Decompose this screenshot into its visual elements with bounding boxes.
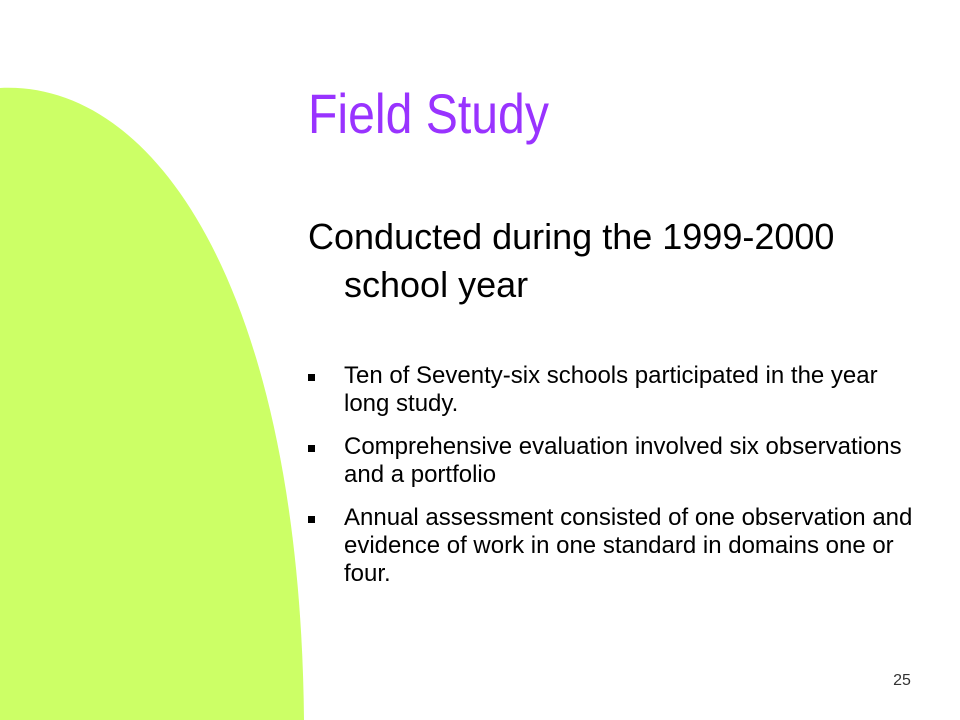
- lime-arc-path: [0, 88, 304, 720]
- bullet-item: [308, 362, 928, 418]
- bullet-text: Ten of Seventy-six schools participated in the year long study.: [344, 362, 878, 417]
- square-bullet-icon: [308, 374, 315, 381]
- bullet-item: [308, 433, 928, 489]
- bullet-list: [308, 362, 928, 603]
- square-bullet-icon: [308, 445, 315, 452]
- bullet-text: Comprehensive evaluation involved six observations and a portfolio: [344, 433, 902, 488]
- square-bullet-icon: [308, 516, 315, 523]
- bullet-text: Annual assessment consisted of one observation and evidence of work in one standard in domains one or four.: [344, 504, 913, 587]
- slide-title: Field Study: [308, 82, 549, 145]
- bullet-item: [308, 504, 928, 588]
- page-number: 25: [893, 672, 911, 689]
- main-text: Conducted during the 1999-2000 school year: [308, 216, 835, 305]
